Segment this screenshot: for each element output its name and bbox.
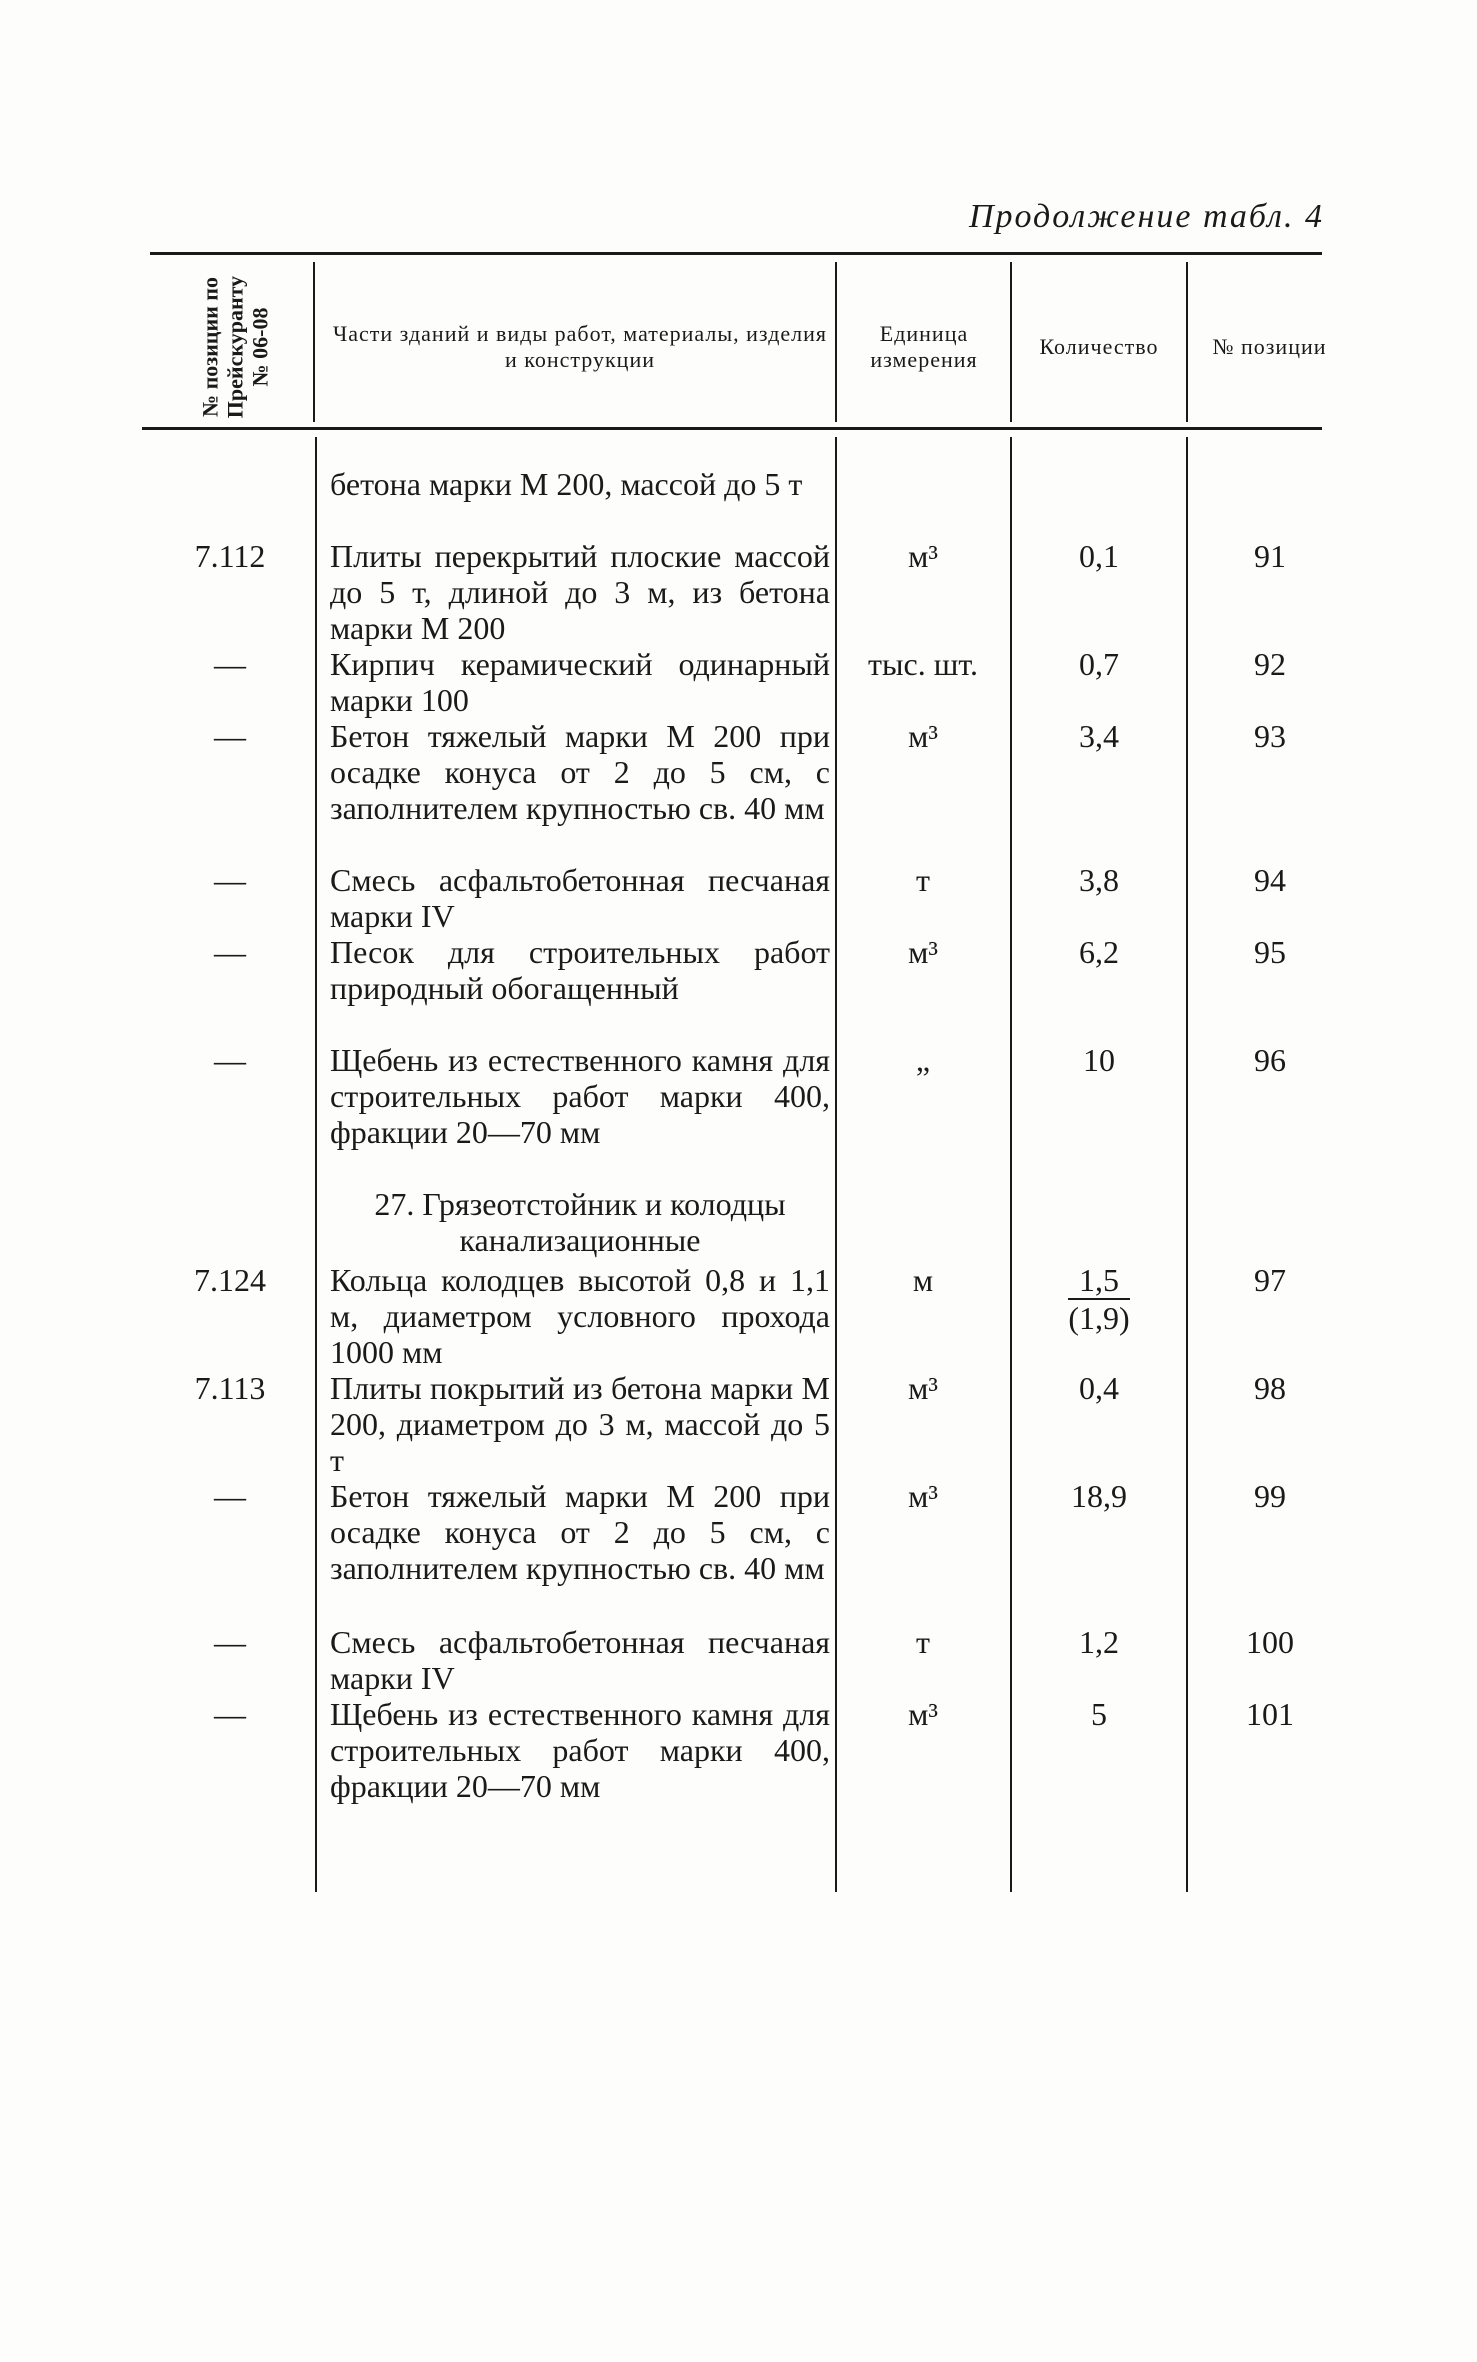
row-2-description: Кирпич керамический одинарный марки 100 xyxy=(330,646,830,718)
row-3-quantity: 3,4 xyxy=(1079,718,1119,754)
row-4-position: — xyxy=(214,862,246,898)
row-1-description: Плиты перекрытий плоские массой до 5 т, длиной до 3 м, из бетона марки М 200 xyxy=(330,538,830,646)
header-description: Части зданий и виды работ, материалы, изделия и конструкции xyxy=(332,321,828,372)
row-2-position: — xyxy=(214,646,246,682)
col-divider-4 xyxy=(1186,437,1188,1892)
section-heading: 27. Грязеотстойник и колодцы канализационные xyxy=(374,1186,786,1258)
row-9-quantity: 0,4 xyxy=(1079,1370,1119,1406)
row-10-position: — xyxy=(214,1478,246,1514)
row-8-description: Кольца колодцев высотой 0,8 и 1,1 м, диаметром условного прохода 1000 мм xyxy=(330,1262,830,1370)
header-position-number: № позиции по Прейскуранту № 06-08 xyxy=(197,275,273,419)
row-6-item-number: 96 xyxy=(1254,1042,1286,1078)
row-5-unit: м³ xyxy=(908,934,938,970)
row-6-quantity: 10 xyxy=(1083,1042,1115,1078)
row-12-item-number: 101 xyxy=(1246,1696,1294,1732)
row-8-quantity xyxy=(1013,1262,1185,1336)
row-11-unit: т xyxy=(916,1624,930,1660)
row-4-quantity: 3,8 xyxy=(1079,862,1119,898)
row-1-item-number: 91 xyxy=(1254,538,1286,574)
col-divider-3-head xyxy=(1010,262,1012,422)
row-1-position: 7.112 xyxy=(194,538,266,574)
col-divider-3 xyxy=(1010,437,1012,1892)
row-11-description: Смесь асфальтобетонная песчаная марки IV xyxy=(330,1624,830,1696)
row-1-unit: м³ xyxy=(908,538,938,574)
header-unit: Единица измерения xyxy=(870,321,978,372)
row-11-quantity: 1,2 xyxy=(1079,1624,1119,1660)
row-4-item-number: 94 xyxy=(1254,862,1286,898)
col-divider-1-head xyxy=(313,262,315,422)
row-8-unit: м xyxy=(912,1262,934,1298)
fraction-denominator: (1,9) xyxy=(1068,1300,1130,1336)
col-divider-4-head xyxy=(1186,262,1188,422)
header-item-number: № позиции xyxy=(1212,334,1327,359)
row-12-unit: м³ xyxy=(908,1696,938,1732)
row-3-description: Бетон тяжелый марки М 200 при осадке конуса от 2 до 5 см, с заполнителем крупностью св. 40 мм xyxy=(330,718,830,826)
row-12-quantity: 5 xyxy=(1091,1696,1107,1732)
row-5-quantity: 6,2 xyxy=(1079,934,1119,970)
header-quantity: Количество xyxy=(1039,334,1159,359)
row-2-item-number: 92 xyxy=(1254,646,1286,682)
row-9-position: 7.113 xyxy=(194,1370,266,1406)
row-1-quantity: 0,1 xyxy=(1079,538,1119,574)
row-2-unit: тыс. шт. xyxy=(868,646,978,682)
col-divider-1 xyxy=(315,437,317,1892)
row-9-unit: м³ xyxy=(908,1370,938,1406)
row-3-item-number: 93 xyxy=(1254,718,1286,754)
row-9-item-number: 98 xyxy=(1254,1370,1286,1406)
row-12-position: — xyxy=(214,1696,246,1732)
row-12-description: Щебень из естественного камня для строительных работ марки 400, фракции 20—70 мм xyxy=(330,1696,830,1804)
col-divider-2-head xyxy=(835,262,837,422)
row-2-quantity: 0,7 xyxy=(1079,646,1119,682)
row-5-item-number: 95 xyxy=(1254,934,1286,970)
quantity-fraction xyxy=(1068,1262,1129,1336)
fraction-numerator: 1,5 xyxy=(1068,1262,1129,1300)
row-10-quantity: 18,9 xyxy=(1071,1478,1127,1514)
row-4-description: Смесь асфальтобетонная песчаная марки IV xyxy=(330,862,830,934)
header-bottom-rule xyxy=(142,427,1322,430)
row-5-position: — xyxy=(214,934,246,970)
row-3-unit: м³ xyxy=(908,718,938,754)
row-9-description: Плиты покрытий из бетона марки М 200, диаметром до 3 м, массой до 5 т xyxy=(330,1370,830,1478)
row-10-unit: м³ xyxy=(908,1478,938,1514)
row-10-item-number: 99 xyxy=(1254,1478,1286,1514)
row-3-position: — xyxy=(214,718,246,754)
row-8-item-number: 97 xyxy=(1254,1262,1286,1298)
row-8-position: 7.124 xyxy=(194,1262,266,1298)
table-caption: Продолжение табл. 4 xyxy=(968,198,1324,235)
row-11-item-number: 100 xyxy=(1246,1624,1294,1660)
row-6-position: — xyxy=(214,1042,246,1078)
row-11-position: — xyxy=(214,1624,246,1660)
row-6-unit: „ xyxy=(915,1042,931,1078)
row-6-description: Щебень из естественного камня для строительных работ марки 400, фракции 20—70 мм xyxy=(330,1042,830,1150)
row-5-description: Песок для строительных работ природный обогащенный xyxy=(330,934,830,1006)
table-top-rule xyxy=(150,252,1322,255)
row-4-unit: т xyxy=(916,862,930,898)
row-10-description: Бетон тяжелый марки М 200 при осадке конуса от 2 до 5 см, с заполнителем крупностью св. 40 мм xyxy=(330,1478,830,1586)
row-0-description: бетона марки М 200, массой до 5 т xyxy=(330,466,803,502)
